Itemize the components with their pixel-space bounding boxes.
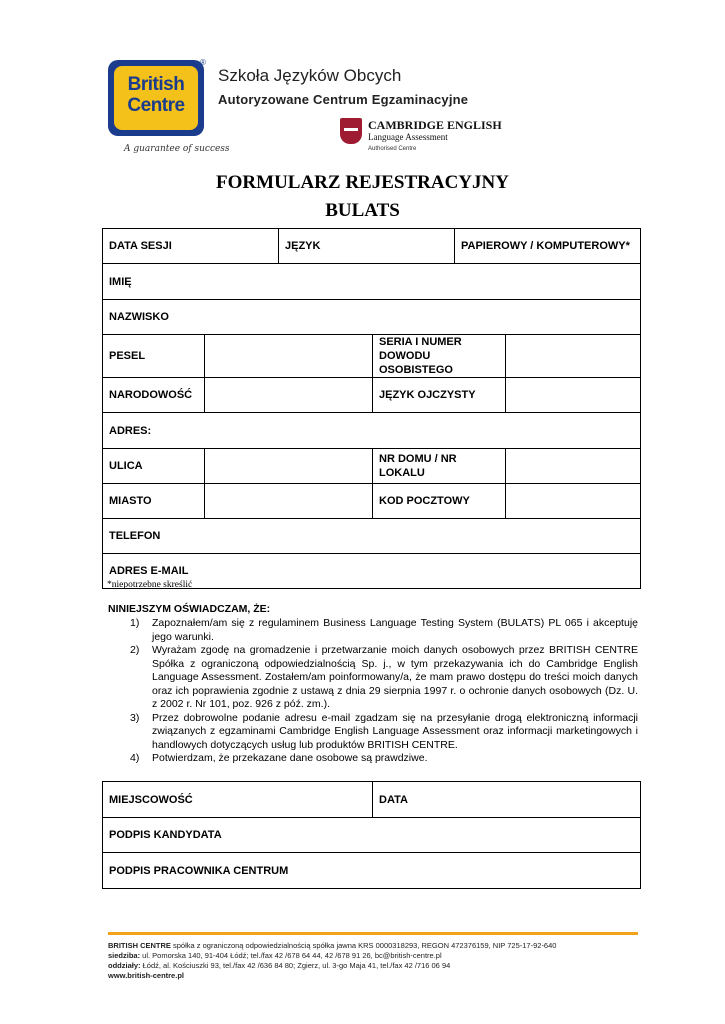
exam-centre-name: Autoryzowane Centrum Egzaminacyjne [218, 92, 469, 107]
logo-tagline: A guarantee of success [124, 144, 230, 154]
footer-branches-line [108, 961, 648, 971]
street-input[interactable] [205, 449, 373, 484]
footer-seat-line [108, 951, 648, 961]
logo-text: British Centre [127, 74, 185, 116]
phone-label: TELEFON [109, 530, 161, 542]
session-date-label: DATA SESJI [109, 240, 172, 252]
session-date-field[interactable] [103, 229, 279, 264]
personal-data-table [102, 263, 641, 589]
declaration-text: Zapoznałem/am się z regulaminem Business Language Testing System (BULATS) PL 065 i akceptuję jego warunki. [152, 617, 638, 643]
staff-signature-label: PODPIS PRACOWNIKA CENTRUM [109, 864, 289, 877]
phone-field[interactable] [103, 519, 641, 554]
letterhead [108, 58, 510, 162]
footer-seat-label: siedziba: [108, 951, 141, 960]
declaration-item [108, 712, 638, 753]
cambridge-authorised: Authorised Centre [368, 146, 417, 152]
city-label: MIASTO [103, 484, 205, 519]
declaration-text: Wyrażam zgodę na gromadzenie i przetwarzanie moich danych osobowych przez BRITISH CENTRE Spółka z ograniczoną odpowiedzialnością Sp. j., w tym przekazywania ich do Cambridge English Language Assessment. Zostałem/am poinformowany/a, że mam prawo dostępu do treści moich danych oraz ich poprawienia zgodnie z ustawą z dnia 29 sierpnia 1997 r. o ochronie danych osobowych (Dz. U. z 2002 r. Nr 101, poz. 926 z póź. zm.). [152, 644, 638, 710]
school-name: Szkoła Języków Obcych [218, 66, 402, 85]
postal-code-label: KOD POCZTOWY [373, 484, 506, 519]
candidate-signature-label: PODPIS KANDYDATA [109, 829, 222, 841]
last-name-label: NAZWISKO [109, 311, 169, 323]
date-label: DATA [379, 793, 408, 806]
declaration-number: 3) [130, 711, 140, 724]
declaration-heading: NINIEJSZYM OŚWIADCZAM, ŻE: [108, 603, 271, 615]
nationality-input[interactable] [205, 378, 373, 413]
email-label: ADRES E-MAIL [109, 565, 189, 577]
place-label: MIEJSCOWOŚĆ [109, 793, 193, 806]
declaration-number: 1) [130, 617, 140, 629]
declaration-list [108, 617, 638, 766]
house-number-label: NR DOMU / NR LOKALU [373, 449, 506, 484]
footer-branches-details: Łódź, al. Kościuszki 93, tel./fax 42 /636 84 80; Zgierz, ul. 3-go Maja 41, tel./fax 42 /716 06 94 [140, 961, 451, 970]
street-label: ULICA [103, 449, 205, 484]
declaration-text: Przez dobrowolne podanie adresu e-mail zgadzam się na przesyłanie drogą elektroniczną informacji związanych z egzaminami Cambridge English Language Assessment oraz informacji marketingowych i handlowych dotyczących usług lub produktów BRITISH CENTRE. [152, 711, 638, 751]
house-number-input[interactable] [506, 449, 641, 484]
declaration-item [108, 617, 638, 644]
footer-branches-label: oddziały: [108, 961, 141, 970]
mother-tongue-label: JĘZYK OJCZYSTY [373, 378, 506, 413]
first-name-field[interactable] [103, 264, 641, 300]
declaration-number: 2) [130, 644, 140, 656]
declaration-item [108, 752, 638, 766]
candidate-signature-field[interactable] [103, 818, 641, 853]
first-name-label: IMIĘ [109, 275, 132, 288]
postal-code-input[interactable] [506, 484, 641, 519]
company-footer [108, 941, 648, 981]
declaration-text: Potwierdzam, że przekazane dane osobowe są prawdziwe. [152, 752, 428, 764]
cambridge-shield-icon [340, 118, 362, 144]
footer-seat-details: ul. Pomorska 140, 91-404 Łódź; tel./fax 42 /678 64 44, 42 /678 91 26, bc@british-centre.pl [140, 951, 442, 960]
address-header: ADRES: [103, 413, 641, 449]
footer-company-line [108, 941, 648, 951]
language-label: JĘZYK [285, 240, 321, 252]
british-centre-logo [108, 60, 204, 136]
pesel-label: PESEL [103, 335, 205, 378]
declaration-item [108, 644, 638, 712]
footer-website-line [108, 971, 648, 981]
form-title: FORMULARZ REJESTRACYJNY [216, 172, 509, 193]
signature-table [102, 781, 641, 889]
last-name-field[interactable] [103, 300, 641, 335]
id-number-input[interactable] [506, 335, 641, 378]
nationality-label: NARODOWOŚĆ [103, 378, 205, 413]
form-subtitle: BULATS [325, 200, 400, 221]
session-table [102, 228, 641, 264]
footer-company-name: BRITISH CENTRE [108, 941, 171, 950]
mother-tongue-input[interactable] [506, 378, 641, 413]
footer-divider [108, 932, 638, 935]
footer-company-details: spółka z ograniczoną odpowiedzialnością spółka jawna KRS 0000318293, REGON 472376159, NIP 725-17-92-640 [170, 941, 557, 950]
pesel-input[interactable] [205, 335, 373, 378]
cambridge-title: CAMBRIDGE ENGLISH [368, 118, 502, 132]
date-field[interactable] [373, 782, 641, 818]
id-number-label: SERIA I NUMER DOWODU OSOBISTEGO [373, 335, 506, 378]
mode-field[interactable] [455, 229, 641, 264]
mode-label: PAPIEROWY / KOMPUTEROWY* [461, 240, 630, 252]
city-input[interactable] [205, 484, 373, 519]
footer-website-link[interactable]: www.british-centre.pl [108, 971, 184, 980]
registered-mark: ® [200, 58, 206, 67]
place-field[interactable] [103, 782, 373, 818]
cambridge-subtitle: Language Assessment [368, 132, 448, 142]
footnote: *niepotrzebne skreślić [107, 580, 193, 590]
declaration-number: 4) [130, 752, 140, 764]
staff-signature-field[interactable] [103, 853, 641, 889]
language-field[interactable] [279, 229, 455, 264]
